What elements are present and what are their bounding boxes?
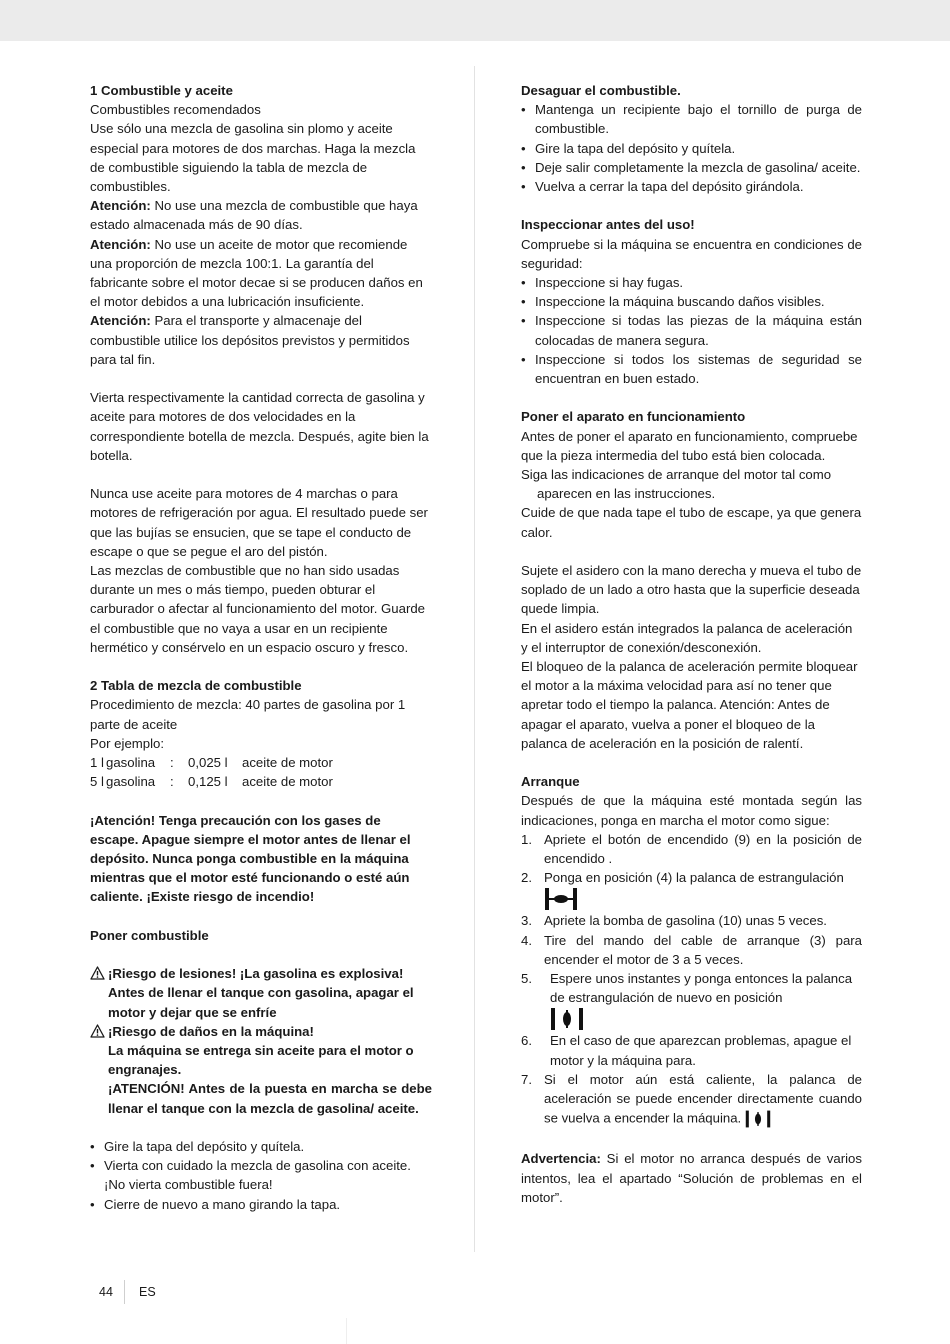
- list-item: • Vierta con cuidado la mezcla de gasolina con aceite. ¡No vierta combustible fuera!: [90, 1158, 411, 1193]
- step-item: [521, 1031, 862, 1069]
- mix-oil: aceite de motor: [242, 755, 333, 771]
- language-code: ES: [139, 1285, 156, 1299]
- funcionamiento-p2b: aparecen en las instrucciones.: [537, 486, 716, 502]
- list-item: • Cierre de nuevo a mano girando la tapa.: [90, 1196, 341, 1212]
- mix-qty: 5 l: [90, 774, 104, 790]
- warning-damage-body-1: La máquina se entrega sin aceite para el motor o engranajes.: [108, 1043, 414, 1078]
- step-item: [521, 1070, 862, 1130]
- choke-closed-icon: [544, 887, 578, 911]
- page-number: 44: [99, 1285, 113, 1299]
- list-item-text: Cierre de nuevo a mano girando la tapa.: [104, 1196, 341, 1212]
- section-1-subheading: Combustibles recomendados: [90, 102, 261, 118]
- paragraph-mezclas: Las mezclas de combustible que no han sido usadas durante un mes o más tiempo, pueden obturar el carburador o afectar al funcionamiento del motor. Guarde el combustible que no vaya a usar en un recipiente hermético y consérvelo en un espacio oscuro y fresco.: [90, 563, 426, 655]
- funcionamiento-p4: Sujete el asidero con la mano derecha y mueva el tubo de soplado de un lado a otro hasta que la superficie deseada quede limpia.: [521, 563, 862, 617]
- attention-label: Atención:: [90, 198, 151, 214]
- list-item-text: Gire la tapa del depósito y quítela.: [535, 140, 736, 156]
- warning-damage: [90, 1022, 432, 1041]
- step-item: [521, 911, 862, 930]
- arranque-intro: Después de que la máquina esté montada según las indicaciones, ponga en marcha el motor como sigue:: [521, 793, 862, 828]
- mix-example-label: Por ejemplo:: [90, 735, 165, 751]
- list-item-text: Vierta con cuidado la mezcla de gasolina con aceite. ¡No vierta combustible fuera!: [104, 1158, 411, 1193]
- choke-open-icon: [745, 1108, 771, 1130]
- list-item: • Inspeccione si todas las piezas de la máquina están colocadas de manera segura.: [521, 313, 862, 348]
- attention-label: Atención:: [90, 236, 151, 252]
- warning-injury: [90, 964, 432, 983]
- attention-label: Atención:: [90, 313, 151, 329]
- advertencia: [521, 1149, 862, 1207]
- list-item-text: Inspeccione si hay fugas.: [535, 275, 684, 291]
- inspeccionar-intro: Compruebe si la máquina se encuentra en condiciones de seguridad:: [521, 236, 862, 271]
- mix-row: [90, 772, 432, 791]
- warning-triangle-icon: [90, 1024, 105, 1038]
- step-number: 5.: [521, 971, 532, 987]
- attention-2-text: No use un aceite de motor que recomiende una proporción de mezcla 100:1. La garantía del fabricante sobre el motor decae si se producen daños en el motor debidos a una lubricación insuficiente.: [90, 236, 423, 310]
- mix-oil: aceite de motor: [242, 774, 333, 790]
- step-item: [521, 868, 862, 911]
- attention-3-text: Para el transporte y almacenaje del combustible utilice los depósitos previstos y permitidos para tal fin.: [90, 313, 410, 367]
- funcionamiento-p2a: Siga las indicaciones de arranque del motor tal como: [521, 467, 832, 483]
- list-item-text: Inspeccione si todos los sistemas de seguridad se encuentran en buen estado.: [535, 351, 862, 387]
- mix-row: [90, 753, 432, 772]
- advertencia-text: Si el motor no arranca después de varios intentos, lea el apartado “Solución de problemas en el motor”.: [521, 1151, 862, 1205]
- left-column: [90, 81, 432, 1214]
- attention-1: [90, 196, 432, 234]
- step-number: 7.: [521, 1071, 532, 1087]
- funcionamiento-p1: Antes de poner el aparato en funcionamiento, compruebe que la pieza intermedia del tubo está bien colocada.: [521, 428, 858, 463]
- step-number: 2.: [521, 870, 532, 886]
- section-1-paragraph: Use sólo una mezcla de gasolina sin plomo y aceite especial para motores de dos marchas. Haga la mezcla de combustible siguiendo la tabla de mezcla de combustibles.: [90, 121, 416, 195]
- right-column: [521, 81, 862, 1207]
- list-item: • Vuelva a cerrar la tapa del depósito girándola.: [521, 179, 804, 195]
- funcionamiento-heading: Poner el aparato en funcionamiento: [521, 409, 746, 425]
- step-text: Tire del mando del cable de arranque (3) para encender el motor de 3 a 5 veces.: [544, 932, 862, 967]
- mix-amount: 0,025 l: [188, 755, 228, 771]
- list-item: • Gire la tapa del depósito y quítela.: [90, 1139, 305, 1155]
- attention-3: [90, 311, 432, 369]
- inspeccionar-heading: Inspeccionar antes del uso!: [521, 217, 695, 233]
- step-text: Ponga en posición (4) la palanca de estrangulación: [544, 870, 844, 886]
- arranque-heading: Arranque: [521, 774, 580, 790]
- mix-procedure: Procedimiento de mezcla: 40 partes de gasolina por 1 parte de aceite: [90, 697, 406, 732]
- step-number: 6.: [521, 1033, 532, 1049]
- mix-fuel: gasolina: [106, 755, 156, 771]
- step-item: [521, 969, 862, 1031]
- funcionamiento-p6: El bloqueo de la palanca de aceleración permite bloquear el motor a la máxima velocidad para así no tener que apretar todo el tiempo la palanca. Atención: Antes de apagar el aparato, vuelva a poner el bloqueo de la palanca de aceleración en la posición de ralentí.: [521, 659, 858, 751]
- step-text: Apriete la bomba de gasolina (10) unas 5 veces.: [544, 913, 827, 929]
- list-item: • Mantenga un recipiente bajo el tornillo de purga de combustible.: [521, 102, 862, 137]
- warning-injury-title: ¡Riesgo de lesiones! ¡La gasolina es explosiva!: [108, 966, 404, 982]
- mix-qty: 1 l: [90, 755, 104, 771]
- desaguar-heading: Desaguar el combustible.: [521, 83, 681, 98]
- warning-injury-body: Antes de llenar el tanque con gasolina, apagar el motor y dejar que se enfríe: [108, 985, 414, 1020]
- footer-divider: [124, 1280, 125, 1304]
- step-item: [521, 830, 862, 868]
- step-item: [521, 931, 862, 969]
- attention-2: [90, 235, 432, 312]
- funcionamiento-p3: Cuide de que nada tape el tubo de escape, ya que genera calor.: [521, 505, 862, 540]
- exhaust-warning: ¡Atención! Tenga precaución con los gases de escape. Apague siempre el motor antes de llenar el depósito. Nunca ponga combustible en la máquina mientras que el motor esté funcionando o esté aún caliente. ¡Existe riesgo de incendio!: [90, 812, 411, 905]
- attention-1-text: No use una mezcla de combustible que haya estado almacenada más de 90 días.: [90, 198, 418, 233]
- mix-fuel: gasolina: [106, 774, 156, 790]
- section-1-heading: 1 Combustible y aceite: [90, 83, 233, 98]
- list-item-text: Deje salir completamente la mezcla de gasolina/ aceite.: [535, 159, 861, 175]
- warning-damage-body-2: ¡ATENCIÓN! Antes de la puesta en marcha se debe llenar el tanque con la mezcla de gasolina/ aceite.: [108, 1081, 432, 1116]
- step-text: Espere unos instantes y ponga entonces la palanca de estrangulación de nuevo en posición: [550, 971, 853, 1006]
- step-number: 4.: [521, 932, 532, 948]
- list-item-text: Mantenga un recipiente bajo el tornillo de purga de combustible.: [535, 102, 862, 137]
- bottom-mark: [346, 1318, 347, 1344]
- list-item-text: Inspeccione si todas las piezas de la máquina están colocadas de manera segura.: [535, 313, 862, 348]
- top-bar: [0, 0, 950, 41]
- list-item: • Inspeccione si todos los sistemas de seguridad se encuentran en buen estado.: [521, 351, 862, 387]
- paragraph-vierta: Vierta respectivamente la cantidad correcta de gasolina y aceite para motores de dos velocidades en la correspondiente botella de mezcla. Después, agite bien la botella.: [90, 390, 429, 463]
- poner-combustible-heading: Poner combustible: [90, 927, 209, 943]
- step-number: 3.: [521, 913, 532, 929]
- choke-open-icon: [550, 1007, 584, 1031]
- step-text: Si el motor aún está caliente, la palanca de aceleración se puede encender directamente cuando se vuelva a encender la máquina.: [544, 1071, 862, 1126]
- list-item: • Deje salir completamente la mezcla de gasolina/ aceite.: [521, 159, 861, 175]
- warning-damage-title: ¡Riesgo de daños en la máquina!: [108, 1023, 314, 1039]
- column-divider: [474, 66, 475, 1252]
- list-item: • Inspeccione la máquina buscando daños visibles.: [521, 294, 825, 310]
- mix-sep: :: [170, 774, 174, 790]
- warning-triangle-icon: [90, 966, 105, 980]
- list-item: • Gire la tapa del depósito y quítela.: [521, 140, 736, 156]
- mix-sep: :: [170, 755, 174, 771]
- list-item-text: Gire la tapa del depósito y quítela.: [104, 1139, 305, 1155]
- step-text: En el caso de que aparezcan problemas, apague el motor y la máquina para.: [550, 1033, 852, 1068]
- step-number: 1.: [521, 831, 532, 847]
- list-item: • Inspeccione si hay fugas.: [521, 275, 684, 291]
- paragraph-nunca: Nunca use aceite para motores de 4 marchas o para motores de refrigeración por agua. El resultado puede ser que las bujías se ensucien, que se tape el conducto de escape o que se pegue el aro del pistón.: [90, 486, 428, 559]
- step-text: Apriete el botón de encendido (9) en la posición de encendido .: [544, 831, 862, 867]
- mix-amount: 0,125 l: [188, 774, 228, 790]
- funcionamiento-p5: En el asidero están integrados la palanca de aceleración y el interruptor de conexión/desconexión.: [521, 620, 853, 655]
- list-item-text: Vuelva a cerrar la tapa del depósito girándola.: [535, 179, 804, 195]
- section-2-heading: 2 Tabla de mezcla de combustible: [90, 678, 302, 694]
- list-item-text: Inspeccione la máquina buscando daños visibles.: [535, 294, 825, 310]
- advertencia-label: Advertencia:: [521, 1151, 601, 1167]
